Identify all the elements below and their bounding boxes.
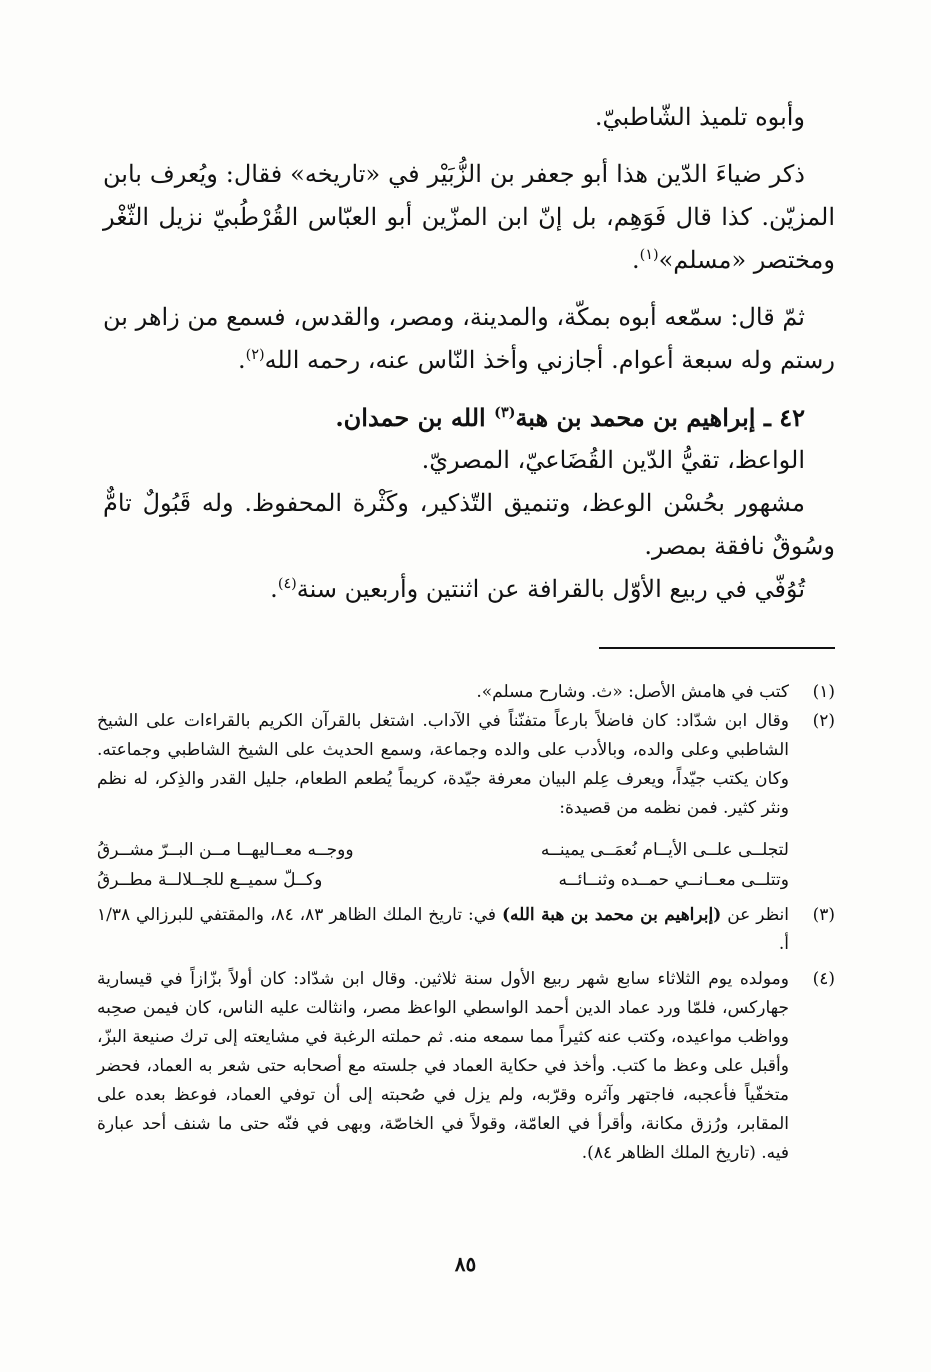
verse-hemistich: ووجــه معــاليهــا مــن البــرّ مشــرقُ [97,840,354,860]
footnote-text: ومولده يوم الثلاثاء سابع شهر ربيع الأول سنة ثلاثين. وقال ابن شدّاد: كان أولاً بزّازاً في قيسارية جهاركس، فلمّا ورد عماد الدين أحمد الواسطي الواعظ مصر، وانثالت عليه الناس، كان فيمن صحِبه وواظب مواعيده، وكتب عنه كثيراً مما سمعه منه. ثم حملته الرغبة في مشايعته إلى ترك صنيعة البزّ، وأقبل على وعظ ما كتب. وأخذ في حكاية العماد في جلسته مع أصحابه حتى شعر به العماد، فحضر متخفّياً فأعجبه، فاجتهر وآثره وقرّبه، ولم يزل في صُحبته إلى أن توفي العماد، فوعظ بعده على المقابر، ورُزق مكانة، وأقرأ في العامّة، وقولاً في الخاصّة، وبهى في فنّه حتى ما شنف أحد عبارة فيه. (تاريخ الملك الظاهر ٨٤). [97,969,789,1163]
footnote-3 [97,901,835,959]
entry-title: ٤٢ ـ إبراهيم بن محمد بن هبة$^{(٣)}$ الله بن حمدان. [335,403,805,432]
footnote-text: انظر عن (إبراهيم بن محمد بن هبة الله) في: تاريخ الملك الظاهر ٨٣، ٨٤، والمقتفي للبرزالي ١/٣٨ أ. [97,905,789,954]
verse-hemistich: وكــلّ سميــع للجــلالــة مطــرقُ [97,870,323,890]
footnote-ref-4: (٤) [277,576,297,592]
footnote-4 [97,965,835,1168]
footnotes [97,678,835,1168]
entry-line-2: مشهور بحُسْن الوعظ، وتنميق التّذكير، وكَثْرة المحفوظ. وله قَبُولٌ تامٌّ وسُوقٌ نافقة بمصر. [103,489,835,560]
entry-line-1: الواعظ، تقيُّ الدّين القُضَاعيّ، المصريّ. [421,446,805,474]
verse-2 [97,865,789,895]
page-number: ٨٥ [454,1252,477,1276]
footnote-number: (٢) [812,711,835,731]
poem [97,835,835,895]
footnote-number: (١) [812,682,835,702]
footnote-1 [97,678,835,707]
paragraph-2: ذكر ضياءَ الدّين هذا أبو جعفر بن الزُّبَيْر في «تاريخه» فقال: ويُعرف بابن المزيّن. كذا قال فَوَهِم، بل إنّ ابن المزّين أبو العبّاس القُرْطُبيّ نزيل الثّغْر ومختصر «مسلم»$^{(١)}$. [103,160,835,274]
entry-line-3: تُوُفّي في ربيع الأوّل بالقرافة عن اثنتين وأربعين سنة$^{(٤)}$. [270,575,805,603]
footnote-ref-1: (١) [639,247,659,263]
footnote-number: (٤) [812,969,835,989]
footnote-ref-2: (٢) [245,347,265,363]
footnote-separator [599,647,835,649]
verse-1 [97,835,789,865]
verse-hemistich: لتجلــى علــى الأيــام نُعمَــى يمينــه [540,840,789,860]
paragraph-1: وأبوه تلميذ الشّاطبيّ. [594,103,805,131]
verse-hemistich: وتتلــى معــانــي حمــده وثنــائــه [558,870,789,890]
paragraph-3: ثمّ قال: سمّعه أبوه بمكّة، والمدينة، ومصر، والقدس، فسمع من زاهر بن رستم وله سبعة أعوام. أجازني وأخذ النّاس عنه، رحمه الله$^{(٢)}$. [103,303,835,374]
footnote-ref-3: (٣) [494,404,516,421]
main-text [103,96,835,611]
footnote-number: (٣) [812,905,835,925]
footnote-2 [97,707,835,823]
footnote-text: وقال ابن شدّاد: كان فاضلاً بارعاً متفنّناً في الآداب. اشتغل بالقرآن الكريم بالقراءات على الشيخ الشاطبي وعلى والده، وبالأدب على والده وجماعة، وسمع الحديث على الشيخ الشاطبي وجماعته. وكان يكتب جيّداً، ويعرف عِلم البيان معرفة جيّدة، كريماً يُطعم الطعام، جليل القدر والذِكر، له نظم ونثر كثير. فمن نظمه من قصيدة: [97,711,789,818]
footnote-text: كتب في هامش الأصل: «ث. وشارح مسلم». [476,682,789,702]
